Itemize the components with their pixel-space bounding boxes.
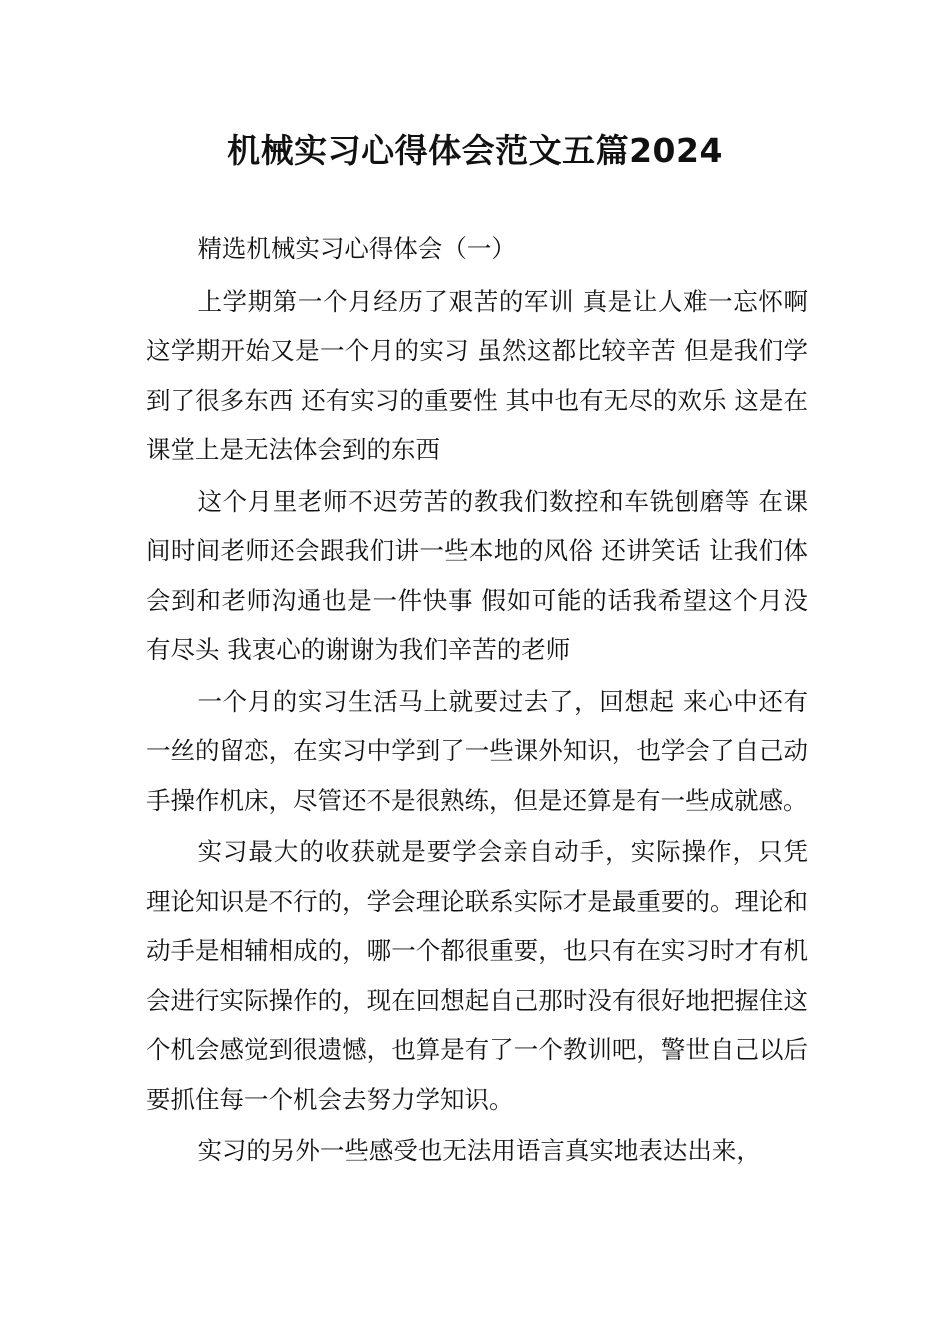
document-title: 机械实习心得体会范文五篇2024 xyxy=(227,131,723,170)
paragraph-3: 一个月的实习生活马上就要过去了，回想起 来心中还有一丝的留恋，在实习中学到了一些课外知识，也学会了自己动手操作机床，尽管还不是很熟练，但是还算是有一些成就感。 xyxy=(146,686,808,815)
document-body xyxy=(146,224,808,1178)
paragraph-2: 这个月里老师不迟劳苦的教我们数控和车铣刨磨等 在课间时间老师还会跟我们讲一些本地的风俗 还讲笑话 让我们体会到和老师沟通也是一件快事 假如可能的话我希望这个月没有尽头 我衷心的谢谢为我们辛苦的老师 xyxy=(146,486,808,664)
paragraph-5: 实习的另外一些感受也无法用语言真实地表达出来， xyxy=(197,1136,761,1165)
section-heading: 精选机械实习心得体会（一） xyxy=(197,234,516,263)
paragraph-4: 实习最大的收获就是要学会亲自动手，实际操作，只凭理论知识是不行的，学会理论联系实际才是最重要的。理论和动手是相辅相成的，哪一个都很重要，也只有在实习时才有机会进行实际操作的，现在回想起自己那时没有很好地把握住这个机会感觉到很遗憾，也算是有了一个教训吧，警世自己以后要抓住每一个机会去努力学知识。 xyxy=(146,837,808,1114)
paragraph-1: 上学期第一个月经历了艰苦的军训 真是让人难一忘怀啊 这学期开始又是一个月的实习 虽然这都比较辛苦 但是我们学到了很多东西 还有实习的重要性 其中也有无尽的欢乐 这是在课堂上是无法体会到的东西 xyxy=(146,286,808,464)
